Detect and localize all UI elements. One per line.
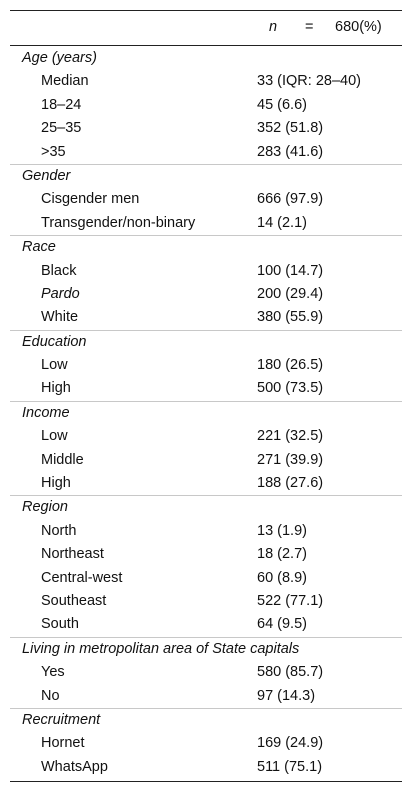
row-value: 522 (77.1) <box>257 592 324 609</box>
row-value: 64 (9.5) <box>257 616 307 633</box>
row-label: Yes <box>41 664 65 681</box>
table-row <box>10 472 402 495</box>
table-row <box>10 613 402 636</box>
table-body <box>10 46 402 781</box>
header-n: n <box>269 19 278 35</box>
group-heading: Education <box>10 330 402 354</box>
demographics-table <box>10 10 402 782</box>
row-value: 666 (97.9) <box>257 191 324 208</box>
table-row <box>10 141 402 164</box>
row-label: Black <box>41 262 77 279</box>
row-value: 45 (6.6) <box>257 96 307 113</box>
row-value: 500 (73.5) <box>257 380 324 397</box>
row-label: No <box>41 687 60 704</box>
table-row <box>10 590 402 613</box>
table-row <box>10 70 402 93</box>
row-label: >35 <box>41 143 66 160</box>
table-row <box>10 732 402 755</box>
group-heading: Race <box>10 235 402 259</box>
group-heading: Living in metropolitan area of State capitals <box>10 637 402 661</box>
row-label: Cisgender men <box>41 191 140 208</box>
table-bottom-rule <box>10 781 402 782</box>
group-heading: Gender <box>10 164 402 188</box>
row-label: Low <box>41 357 68 374</box>
table-row <box>10 685 402 708</box>
group-heading: Income <box>10 401 402 425</box>
table-row <box>10 117 402 140</box>
table-header <box>10 11 402 45</box>
row-label: Northeast <box>41 546 104 563</box>
row-value: 188 (27.6) <box>257 475 324 492</box>
table-row <box>10 260 402 283</box>
row-value: 33 (IQR: 28–40) <box>257 73 361 90</box>
table-row <box>10 94 402 117</box>
row-label: Pardo <box>41 285 80 302</box>
table-row <box>10 567 402 590</box>
row-label: WhatsApp <box>41 758 108 775</box>
row-value: 511 (75.1) <box>257 758 323 775</box>
table-row <box>10 283 402 306</box>
row-label: White <box>41 309 79 326</box>
table-row <box>10 425 402 448</box>
row-label: South <box>41 616 79 633</box>
row-label: Hornet <box>41 735 85 752</box>
table-row <box>10 756 402 779</box>
row-value: 169 (24.9) <box>257 735 324 752</box>
row-label: Middle <box>41 451 84 468</box>
header-total: 680(%) <box>335 19 382 35</box>
row-value: 18 (2.7) <box>257 546 307 563</box>
row-label: 18–24 <box>41 96 82 113</box>
row-value: 100 (14.7) <box>257 262 324 279</box>
table-row <box>10 306 402 329</box>
row-label: Transgender/non-binary <box>41 214 196 231</box>
row-label: High <box>41 475 71 492</box>
row-label: Median <box>41 73 89 90</box>
group-heading: Region <box>10 495 402 519</box>
row-value: 380 (55.9) <box>257 309 324 326</box>
row-value: 221 (32.5) <box>257 428 324 445</box>
row-label: Low <box>41 428 68 445</box>
table-row <box>10 543 402 566</box>
row-label: High <box>41 380 71 397</box>
row-value: 97 (14.3) <box>257 687 316 704</box>
group-heading: Age (years) <box>22 50 97 66</box>
table-row <box>10 377 402 400</box>
row-label: North <box>41 522 77 539</box>
group-heading: Recruitment <box>10 708 402 732</box>
row-value: 580 (85.7) <box>257 664 324 681</box>
row-label: Central-west <box>41 569 123 586</box>
row-label: Southeast <box>41 592 107 609</box>
table-row <box>10 188 402 211</box>
table-row <box>10 520 402 543</box>
row-value: 352 (51.8) <box>257 120 324 137</box>
row-value: 271 (39.9) <box>257 451 324 468</box>
row-value: 200 (29.4) <box>257 285 324 302</box>
header-equals: = <box>305 19 314 35</box>
table-row <box>10 212 402 235</box>
table-row <box>10 661 402 684</box>
row-label: 25–35 <box>41 120 82 137</box>
table-row <box>10 449 402 472</box>
row-value: 13 (1.9) <box>257 522 307 539</box>
row-value: 283 (41.6) <box>257 143 324 160</box>
row-value: 180 (26.5) <box>257 357 324 374</box>
table-row <box>10 354 402 377</box>
row-value: 60 (8.9) <box>257 569 307 586</box>
row-value: 14 (2.1) <box>257 214 307 231</box>
